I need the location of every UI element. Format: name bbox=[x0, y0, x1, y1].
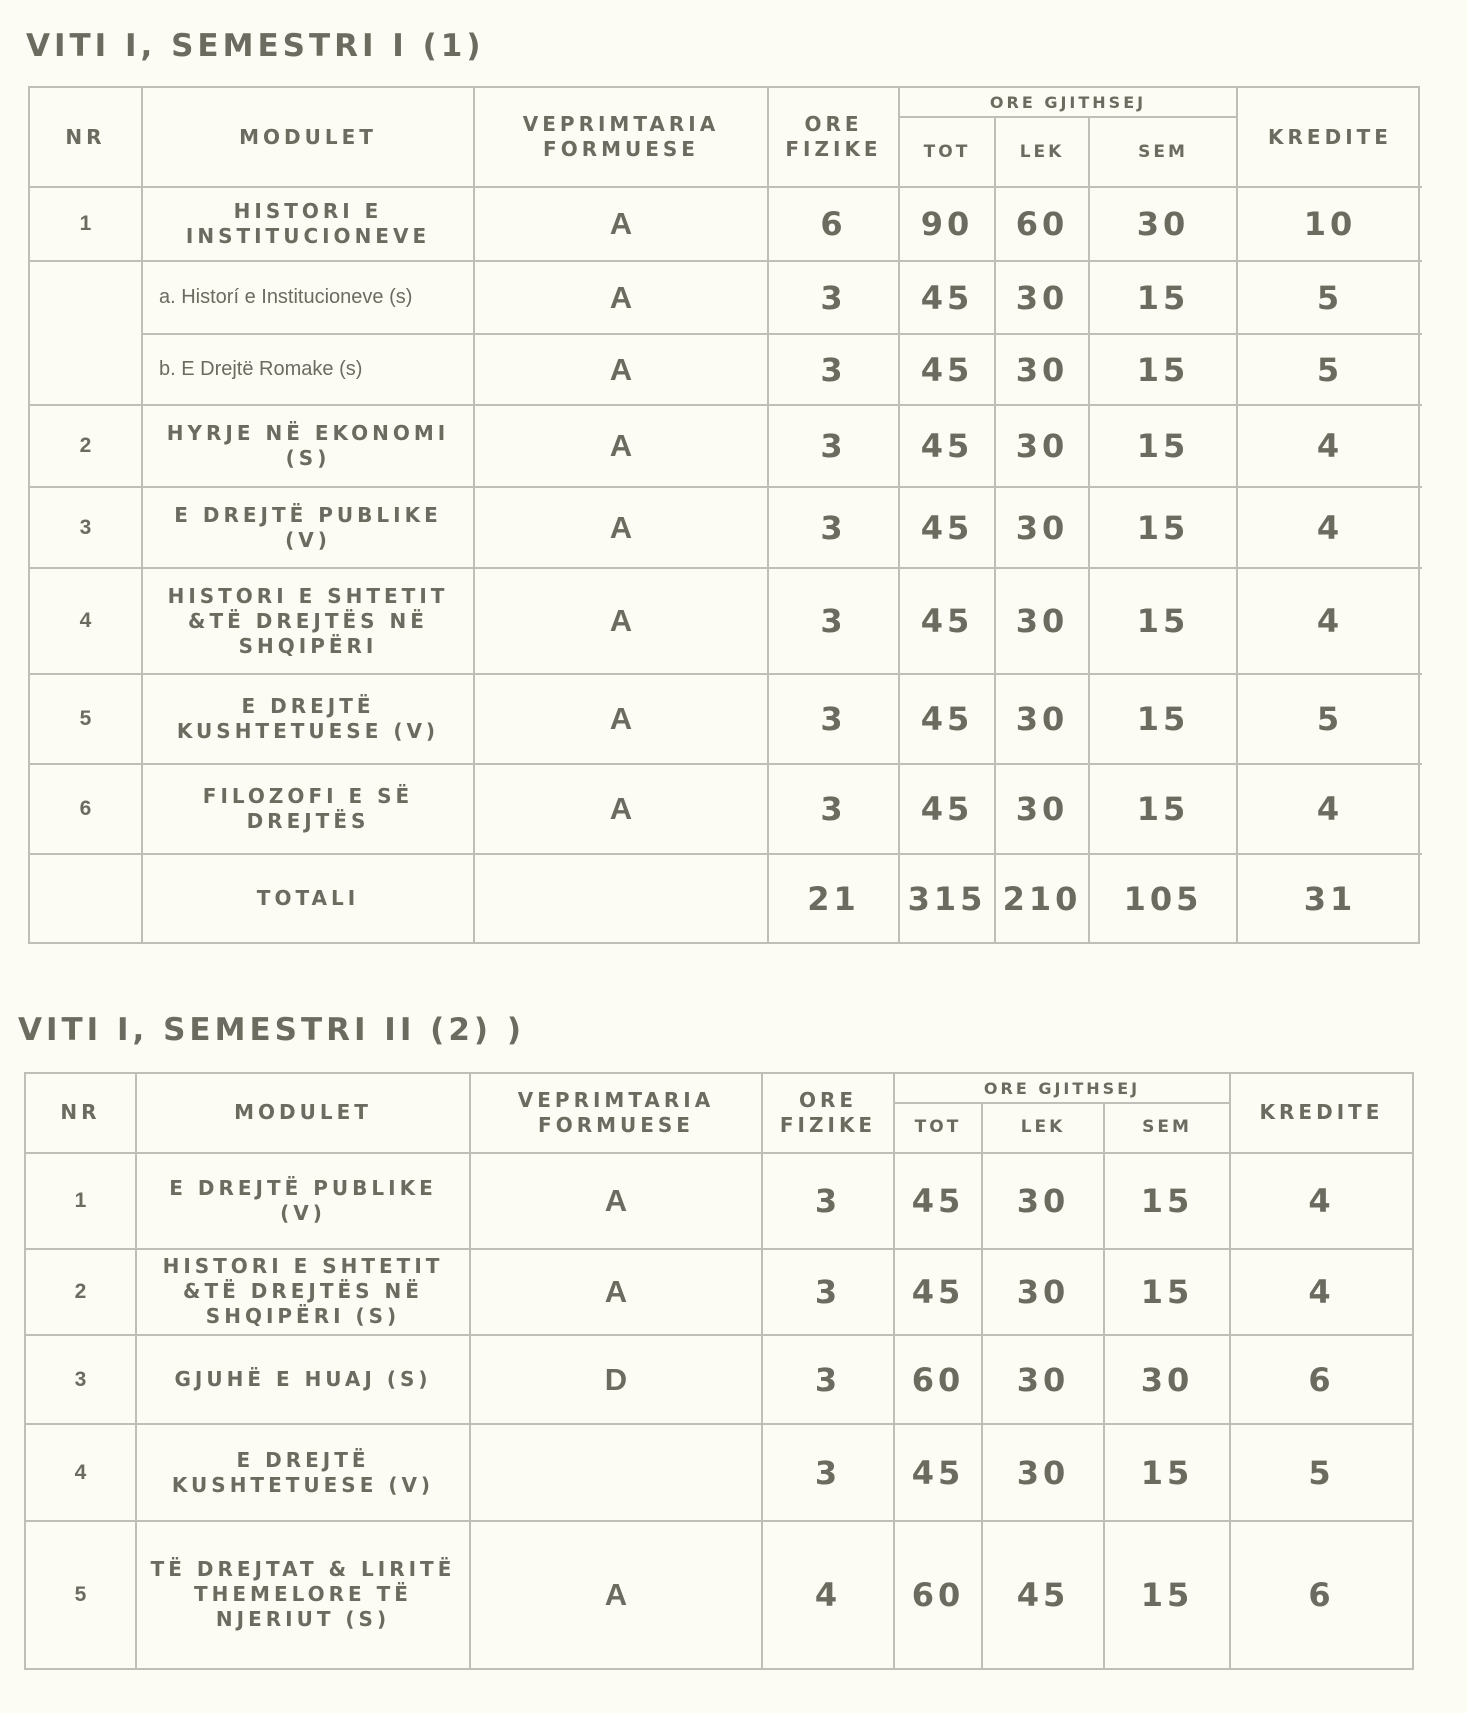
tot-value: 45 bbox=[894, 1153, 982, 1250]
activity-code: A bbox=[474, 674, 768, 764]
activity-code: A bbox=[474, 568, 768, 674]
lek-value: 30 bbox=[995, 487, 1089, 568]
table-row bbox=[30, 261, 1422, 334]
sem-value: 15 bbox=[1104, 1521, 1230, 1668]
header-sem: SEM bbox=[1089, 117, 1237, 187]
table-row bbox=[30, 187, 1422, 261]
tot-value: 60 bbox=[894, 1521, 982, 1668]
lek-value: 30 bbox=[995, 405, 1089, 487]
ore-fizike-value: 3 bbox=[768, 405, 899, 487]
row-nr: 4 bbox=[30, 568, 142, 674]
kredite-value: 5 bbox=[1237, 261, 1422, 334]
row-nr bbox=[30, 261, 142, 405]
header-kredite: KREDITE bbox=[1237, 88, 1422, 187]
activity-code: A bbox=[470, 1521, 762, 1668]
tot-value: 45 bbox=[899, 405, 995, 487]
sem-value: 15 bbox=[1089, 405, 1237, 487]
header-modulet: MODULET bbox=[142, 88, 474, 187]
total-ore-fizike: 21 bbox=[768, 854, 899, 942]
row-nr: 2 bbox=[30, 405, 142, 487]
table-row bbox=[26, 1335, 1412, 1425]
kredite-value: 4 bbox=[1230, 1249, 1412, 1335]
lek-value: 30 bbox=[995, 568, 1089, 674]
lek-value: 30 bbox=[982, 1249, 1104, 1335]
row-nr: 2 bbox=[26, 1249, 136, 1335]
row-nr bbox=[30, 854, 142, 942]
header-lek: LEK bbox=[982, 1103, 1104, 1152]
lek-value: 30 bbox=[982, 1153, 1104, 1250]
tot-value: 60 bbox=[894, 1335, 982, 1425]
lek-value: 30 bbox=[995, 334, 1089, 405]
kredite-value: 6 bbox=[1230, 1521, 1412, 1668]
module-name: HYRJE NË EKONOMI (S) bbox=[142, 405, 474, 487]
module-name: E DREJTË PUBLIKE (V) bbox=[136, 1153, 470, 1250]
table-row bbox=[26, 1249, 1412, 1335]
header-ore-fizike: ORE FIZIKE bbox=[768, 88, 899, 187]
sem-value: 15 bbox=[1089, 487, 1237, 568]
tot-value: 45 bbox=[899, 487, 995, 568]
module-name: TË DREJTAT & LIRITË THEMELORE TË NJERIUT (S) bbox=[136, 1521, 470, 1668]
activity-code: A bbox=[474, 261, 768, 334]
total-kredite: 31 bbox=[1237, 854, 1422, 942]
header-sem: SEM bbox=[1104, 1103, 1230, 1152]
activity-code: A bbox=[474, 187, 768, 261]
activity-code: A bbox=[474, 764, 768, 854]
ore-fizike-value: 4 bbox=[762, 1521, 894, 1668]
sem-value: 15 bbox=[1089, 334, 1237, 405]
activity-code: A bbox=[470, 1249, 762, 1335]
sem-value: 15 bbox=[1104, 1153, 1230, 1250]
header-lek: LEK bbox=[995, 117, 1089, 187]
sem-value: 15 bbox=[1089, 261, 1237, 334]
lek-value: 30 bbox=[982, 1424, 1104, 1521]
activity-code: A bbox=[474, 405, 768, 487]
table-row bbox=[30, 568, 1422, 674]
module-name: E DREJTË PUBLIKE (V) bbox=[142, 487, 474, 568]
totali-label: TOTALI bbox=[142, 854, 474, 942]
tot-value: 90 bbox=[899, 187, 995, 261]
tot-value: 45 bbox=[899, 674, 995, 764]
sem-value: 30 bbox=[1089, 187, 1237, 261]
module-name: a. Historí e Institucioneve (s) bbox=[142, 261, 474, 334]
kredite-value: 4 bbox=[1237, 487, 1422, 568]
row-nr: 4 bbox=[26, 1424, 136, 1521]
kredite-value: 4 bbox=[1230, 1153, 1412, 1250]
header-kredite: KREDITE bbox=[1230, 1074, 1412, 1153]
tot-value: 45 bbox=[899, 764, 995, 854]
table-row bbox=[30, 487, 1422, 568]
tot-value: 45 bbox=[899, 261, 995, 334]
curriculum-table-semester-2 bbox=[24, 1072, 1414, 1670]
row-nr: 3 bbox=[26, 1335, 136, 1425]
header-ore-fizike: ORE FIZIKE bbox=[762, 1074, 894, 1153]
module-name: HISTORI E SHTETIT &TË DREJTËS NË SHQIPËRI (S) bbox=[136, 1249, 470, 1335]
table-row bbox=[30, 674, 1422, 764]
kredite-value: 6 bbox=[1230, 1335, 1412, 1425]
kredite-value: 4 bbox=[1237, 405, 1422, 487]
header-nr: NR bbox=[30, 88, 142, 187]
activity-code bbox=[474, 854, 768, 942]
activity-code: A bbox=[474, 334, 768, 405]
sem-value: 30 bbox=[1104, 1335, 1230, 1425]
kredite-value: 10 bbox=[1237, 187, 1422, 261]
module-name: b. E Drejtë Romake (s) bbox=[142, 334, 474, 405]
lek-value: 30 bbox=[995, 674, 1089, 764]
kredite-value: 4 bbox=[1237, 568, 1422, 674]
ore-fizike-value: 3 bbox=[768, 261, 899, 334]
sem-value: 15 bbox=[1104, 1249, 1230, 1335]
header-veprimtaria-formuese: VEPRIMTARIA FORMUESE bbox=[470, 1074, 762, 1153]
ore-fizike-value: 3 bbox=[762, 1153, 894, 1250]
ore-fizike-value: 3 bbox=[762, 1424, 894, 1521]
module-name: HISTORI E SHTETIT &TË DREJTËS NË SHQIPËRI bbox=[142, 568, 474, 674]
tot-value: 45 bbox=[899, 334, 995, 405]
lek-value: 30 bbox=[995, 764, 1089, 854]
section-title-semester-1: VITI I, SEMESTRI I (1) bbox=[26, 28, 485, 64]
header-nr: NR bbox=[26, 1074, 136, 1153]
table-row bbox=[30, 405, 1422, 487]
total-lek: 210 bbox=[995, 854, 1089, 942]
module-name: E DREJTË KUSHTETUESE (V) bbox=[136, 1424, 470, 1521]
lek-value: 45 bbox=[982, 1521, 1104, 1668]
sem-value: 15 bbox=[1104, 1424, 1230, 1521]
total-sem: 105 bbox=[1089, 854, 1237, 942]
row-nr: 1 bbox=[30, 187, 142, 261]
sem-value: 15 bbox=[1089, 568, 1237, 674]
sem-value: 15 bbox=[1089, 674, 1237, 764]
kredite-value: 4 bbox=[1237, 764, 1422, 854]
module-name: GJUHË E HUAJ (S) bbox=[136, 1335, 470, 1425]
row-nr: 5 bbox=[26, 1521, 136, 1668]
ore-fizike-value: 3 bbox=[762, 1335, 894, 1425]
table-row bbox=[26, 1153, 1412, 1250]
header-ore-gjithsej: ORE GJITHSEJ bbox=[899, 88, 1237, 117]
header-veprimtaria-formuese: VEPRIMTARIA FORMUESE bbox=[474, 88, 768, 187]
tot-value: 45 bbox=[894, 1424, 982, 1521]
module-name: HISTORI E INSTITUCIONEVE bbox=[142, 187, 474, 261]
module-name: FILOZOFI E SË DREJTËS bbox=[142, 764, 474, 854]
ore-fizike-value: 3 bbox=[768, 568, 899, 674]
ore-fizike-value: 3 bbox=[762, 1249, 894, 1335]
total-tot: 315 bbox=[899, 854, 995, 942]
row-nr: 3 bbox=[30, 487, 142, 568]
activity-code: A bbox=[474, 487, 768, 568]
section-title-semester-2: VITI I, SEMESTRI II (2) ) bbox=[18, 1012, 526, 1048]
ore-fizike-value: 3 bbox=[768, 487, 899, 568]
tot-value: 45 bbox=[894, 1249, 982, 1335]
row-nr: 1 bbox=[26, 1153, 136, 1250]
kredite-value: 5 bbox=[1237, 674, 1422, 764]
lek-value: 30 bbox=[982, 1335, 1104, 1425]
ore-fizike-value: 6 bbox=[768, 187, 899, 261]
ore-fizike-value: 3 bbox=[768, 764, 899, 854]
totals-row bbox=[30, 854, 1422, 942]
row-nr: 6 bbox=[30, 764, 142, 854]
table-row bbox=[26, 1424, 1412, 1521]
activity-code: A bbox=[470, 1153, 762, 1250]
header-ore-gjithsej: ORE GJITHSEJ bbox=[894, 1074, 1230, 1103]
header-modulet: MODULET bbox=[136, 1074, 470, 1153]
activity-code bbox=[470, 1424, 762, 1521]
ore-fizike-value: 3 bbox=[768, 334, 899, 405]
kredite-value: 5 bbox=[1237, 334, 1422, 405]
curriculum-table-semester-1 bbox=[28, 86, 1420, 944]
lek-value: 60 bbox=[995, 187, 1089, 261]
header-tot: TOT bbox=[894, 1103, 982, 1152]
table-row bbox=[30, 334, 1422, 405]
lek-value: 30 bbox=[995, 261, 1089, 334]
header-tot: TOT bbox=[899, 117, 995, 187]
module-name: E DREJTË KUSHTETUESE (V) bbox=[142, 674, 474, 764]
kredite-value: 5 bbox=[1230, 1424, 1412, 1521]
table-row bbox=[30, 764, 1422, 854]
row-nr: 5 bbox=[30, 674, 142, 764]
tot-value: 45 bbox=[899, 568, 995, 674]
sem-value: 15 bbox=[1089, 764, 1237, 854]
ore-fizike-value: 3 bbox=[768, 674, 899, 764]
activity-code: D bbox=[470, 1335, 762, 1425]
table-row bbox=[26, 1521, 1412, 1668]
